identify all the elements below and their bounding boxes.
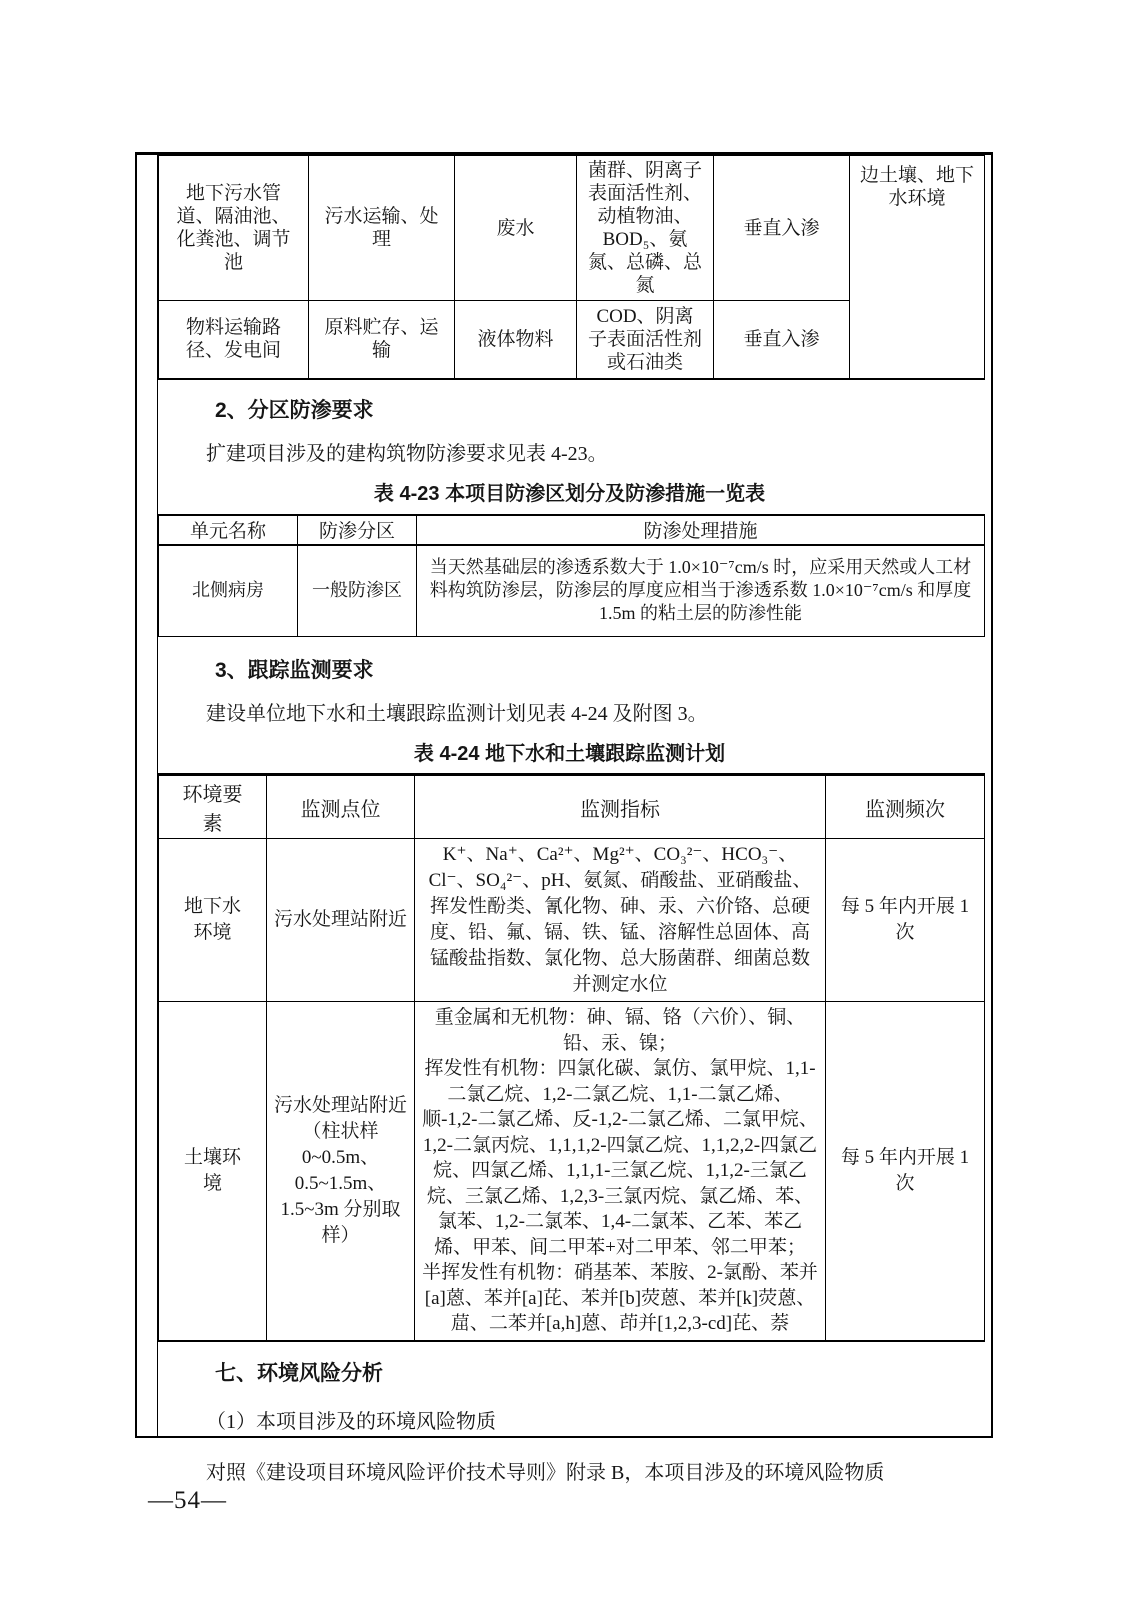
cell-material: 液体物料 [455,301,577,379]
cell-pollutants: COD、阴离子表面活性剂或石油类 [577,301,714,379]
soil-indicators-svocs: 半挥发性有机物：硝基苯、苯胺、2-氯酚、苯并[a]蒽、苯并[a]芘、苯并[b]荧蒽、苯并[k]荧蒽、䓛、二苯并[a,h]蒽、茚并[1,2,3-cd]芘、萘 [422,1262,818,1334]
cell-element [159,1002,267,1341]
pollution-pathway-table [158,155,985,380]
header-environment-element-label: 环境要素 [182,784,243,835]
cell-activity: 污水运输、处理 [309,156,455,301]
section7-paragraph-2: 对照《建设项目环境风险评价技术导则》附录 B，本项目涉及的环境风险物质 [206,1461,885,1484]
seepage-zone-table [158,514,985,638]
header-monitoring-indicators: 监测指标 [415,775,826,839]
cell-seepage-zone: 一般防渗区 [298,545,417,637]
cell-pathway: 垂直入渗 [714,301,850,379]
cell-pollutants: 菌群、阴离子表面活性剂、动植物油、BOD₅、氨氮、总磷、总氮 [577,156,714,301]
section2-paragraph: 扩建项目涉及的建构筑物防渗要求见表 4-23。 [206,442,608,465]
section7-heading: 七、环境风险分析 [215,1361,383,1385]
cell-frequency: 每 5 年内开展 1 次 [826,1002,985,1341]
table-header-row [159,775,985,839]
table-row [159,545,985,637]
cell-indicators [415,1002,826,1341]
section7-paragraph-1: （1）本项目涉及的环境风险物质 [206,1410,496,1433]
page-number: —54— [148,1487,227,1514]
header-monitoring-point: 监测点位 [267,775,415,839]
table-header-row [159,515,985,545]
cell-location: 污水处理站附近（柱状样 0~0.5m、0.5~1.5m、1.5~3m 分别取样） [267,1002,415,1341]
cell-element [159,839,267,1002]
cell-indicators: K⁺、Na⁺、Ca²⁺、Mg²⁺、CO₃²⁻、HCO₃⁻、Cl⁻、SO₄²⁻、pH、氨氮、硝酸盐、亚硝酸盐、挥发性酚类、氰化物、砷、汞、六价铬、总硬度、铅、氟、镉、铁、锰、溶解性总固体、高锰酸盐指数、氯化物、总大肠菌群、细菌总数并测定水位 [415,839,826,1002]
monitoring-plan-table [158,773,985,1342]
cell-receptor: 边土壤、地下水环境 [850,156,985,379]
cell-frequency: 每 5 年内开展 1 次 [826,839,985,1002]
table-4-23-title: 表 4-23 本项目防渗区划分及防渗措施一览表 [373,482,766,505]
cell-material: 废水 [455,156,577,301]
soil-indicators-heavy-metals: 重金属和无机物：砷、镉、铬（六价）、铜、铅、汞、镍； [434,1007,806,1054]
soil-indicators-vocs: 挥发性有机物：四氯化碳、氯仿、氯甲烷、1,1-二氯乙烷、1,2-二氯乙烷、1,1-二氯乙烯、顺-1,2-二氯乙烯、反-1,2-二氯乙烯、二氯甲烷、1,2-二氯丙烷、1,1,1,2-四氯乙烷、1,1,2,2-四氯乙烷、四氯乙烯、1,1,1-三氯乙烷、1,1,2-三氯乙烷、三氯乙烯、1,2,3-三氯丙烷、氯乙烯、苯、氯苯、1,2-二氯苯、1,4-二氯苯、乙苯、苯乙烯、甲苯、间二甲苯+对二甲苯、邻二甲苯； [422,1058,818,1258]
header-environment-element [159,775,267,839]
table-4-24-title: 表 4-24 地下水和土壤跟踪监测计划 [413,743,726,765]
soil-row [159,1002,985,1341]
groundwater-row [159,839,985,1002]
form-content [158,155,991,1484]
cell-unit: 地下污水管道、隔油池、化粪池、调节池 [159,156,309,301]
left-gutter [137,155,158,1436]
header-seepage-measure: 防渗处理措施 [417,515,985,545]
cell-location: 污水处理站附近 [267,839,415,1002]
cell-element-label: 土壤环境 [183,1146,241,1194]
cell-unit-name: 北侧病房 [159,545,298,637]
section2-heading: 2、分区防渗要求 [215,398,374,422]
cell-activity: 原料贮存、运输 [309,301,455,379]
cell-pathway: 垂直入渗 [714,156,850,301]
section3-heading: 3、跟踪监测要求 [215,659,374,682]
header-unit-name: 单元名称 [159,515,298,545]
cell-seepage-measure: 当天然基础层的渗透系数大于 1.0×10⁻⁷cm/s 时，应采用天然或人工材料构筑防渗层，防渗层的厚度应相当于渗透系数 1.0×10⁻⁷cm/s 和厚度 1.5m 的粘土层的防渗性能 [417,545,985,637]
section3-paragraph: 建设单位地下水和土壤跟踪监测计划见表 4-24 及附图 3。 [206,703,708,725]
cell-element-label: 地下水环境 [183,896,241,943]
cell-unit: 物料运输路径、发电间 [159,301,309,379]
table-row [159,156,985,301]
header-seepage-zone: 防渗分区 [298,515,417,545]
header-monitoring-frequency: 监测频次 [826,775,985,839]
form-frame [135,152,993,1484]
